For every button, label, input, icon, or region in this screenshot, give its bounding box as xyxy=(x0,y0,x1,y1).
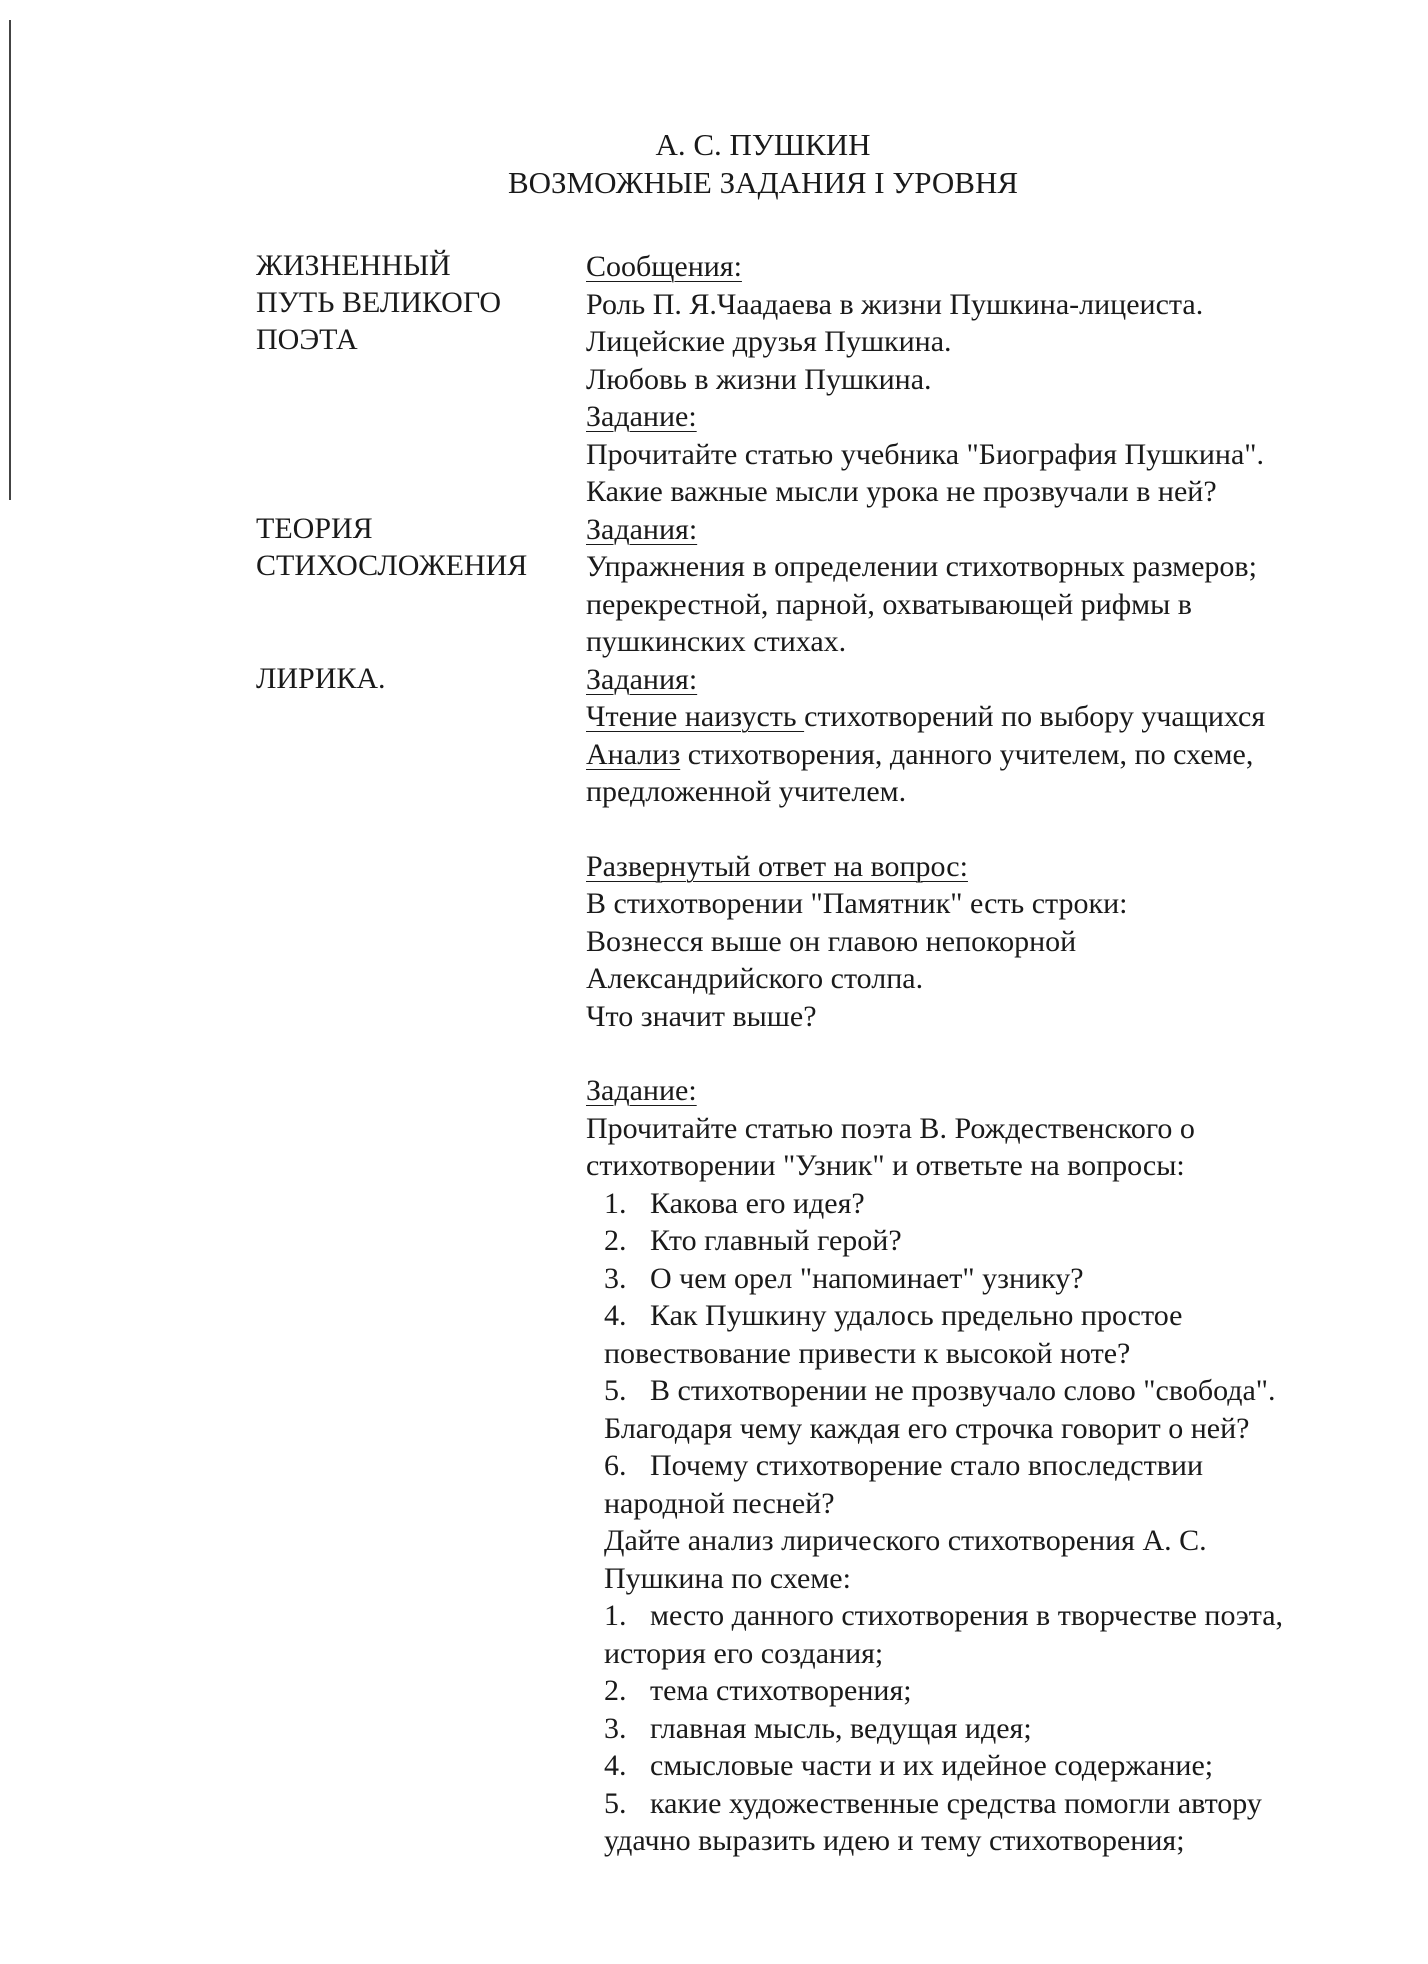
reading-task-label: Чтение наизусть xyxy=(586,700,805,733)
question-number: 3. xyxy=(604,1261,627,1295)
question-item xyxy=(586,1297,1386,1335)
scheme-intro-line: Дайте анализ лирического стихотворения А. С. xyxy=(604,1524,1207,1557)
section-label-lyrics xyxy=(256,660,386,697)
title-subtitle: ВОЗМОЖНЫЕ ЗАДАНИЯ I УРОВНЯ xyxy=(507,165,1019,200)
question-number: 6. xyxy=(604,1449,627,1482)
scheme-number: 4. xyxy=(604,1749,627,1782)
scheme-text: главная мысль, ведущая идея; xyxy=(650,1711,1032,1745)
scheme-number: 1. xyxy=(604,1599,627,1632)
section-label-life xyxy=(256,247,501,358)
scheme-item xyxy=(586,1785,1386,1823)
answer-line: Александрийского столпа. xyxy=(586,962,924,995)
uznik-task-line: Прочитайте статью поэта В. Рождественского о xyxy=(586,1111,1195,1145)
message-item: Лицейские друзья Пушкина. xyxy=(586,325,952,358)
scheme-text: место данного стихотворения в творчестве поэта, xyxy=(650,1599,1284,1632)
scheme-item xyxy=(586,1597,1386,1635)
reading-task-text: стихотворений по выбору учащихся xyxy=(804,700,1266,733)
question-continuation: народной песней? xyxy=(604,1486,835,1520)
scheme-text: смысловые части и их идейное содержание; xyxy=(650,1749,1214,1782)
reading-task xyxy=(586,698,1386,736)
answer-heading: Развернутый ответ на вопрос: xyxy=(586,849,968,883)
theory-line: Упражнения в определении стихотворных размеров; xyxy=(586,550,1257,583)
scheme-item xyxy=(586,1672,1386,1710)
question-item xyxy=(586,1447,1386,1485)
analysis-task xyxy=(586,736,1386,774)
question-text: Какова его идея? xyxy=(650,1186,865,1220)
theory-line: перекрестной, парной, охватывающей рифмы в xyxy=(586,587,1192,621)
answer-line: В стихотворении "Памятник" есть строки: xyxy=(586,887,1128,920)
scheme-text: тема стихотворения; xyxy=(650,1674,912,1707)
scheme-item xyxy=(586,1710,1386,1748)
lyrics-heading: Задания: xyxy=(586,662,698,696)
scheme-number: 5. xyxy=(604,1786,627,1820)
task-line: Какие важные мысли урока не прозвучали в ней? xyxy=(586,475,1217,508)
question-text: Кто главный герой? xyxy=(650,1224,902,1257)
scheme-continuation: удачно выразить идею и тему стихотворения; xyxy=(604,1824,1185,1857)
theory-line: пушкинских стихах. xyxy=(586,625,847,658)
question-number: 2. xyxy=(604,1224,627,1257)
content-column xyxy=(586,248,1386,1860)
theory-heading: Задания: xyxy=(586,512,698,546)
question-continuation: Благодаря чему каждая его строчка говорит о ней? xyxy=(604,1411,1250,1445)
messages-heading: Сообщения: xyxy=(586,250,742,283)
message-item: Роль П. Я.Чаадаева в жизни Пушкина-лицеиста. xyxy=(586,287,1204,321)
question-number: 4. xyxy=(604,1299,627,1332)
scan-edge-line xyxy=(9,20,11,500)
document-title xyxy=(0,126,1428,202)
question-item xyxy=(586,1185,1386,1223)
section-label-line: ЛИРИКА. xyxy=(256,662,386,695)
analysis-task-label: Анализ xyxy=(586,737,681,771)
task-heading: Задание: xyxy=(586,400,697,433)
section-label-line: ЖИЗНЕННЫЙ xyxy=(256,249,451,282)
question-item xyxy=(586,1222,1386,1260)
question-number: 1. xyxy=(604,1186,627,1220)
question-item xyxy=(586,1372,1386,1410)
section-label-line: ТЕОРИЯ xyxy=(256,512,373,545)
scheme-number: 3. xyxy=(604,1711,627,1745)
scheme-list xyxy=(586,1597,1386,1860)
question-text: Почему стихотворение стало впоследствии xyxy=(650,1449,1204,1482)
question-list xyxy=(586,1185,1386,1523)
message-item: Любовь в жизни Пушкина. xyxy=(586,362,932,396)
title-author: А. С. ПУШКИН xyxy=(655,127,871,162)
analysis-task-line: предложенной учителем. xyxy=(586,775,907,808)
question-item xyxy=(586,1260,1386,1298)
section-label-theory xyxy=(256,510,527,584)
question-continuation: повествование привести к высокой ноте? xyxy=(604,1336,1131,1370)
analysis-task-text: стихотворения, данного учителем, по схеме, xyxy=(680,737,1254,771)
section-label-line: СТИХОСЛОЖЕНИЯ xyxy=(256,549,528,582)
spacer xyxy=(586,811,1386,848)
scheme-intro-line: Пушкина по схеме: xyxy=(604,1561,851,1595)
uznik-task-heading: Задание: xyxy=(586,1074,697,1107)
question-text: В стихотворении не прозвучало слово "свобода". xyxy=(650,1374,1276,1407)
uznik-task-line: стихотворении "Узник" и ответьте на вопросы: xyxy=(586,1149,1185,1182)
question-text: О чем орел "напоминает" узнику? xyxy=(650,1261,1084,1295)
scheme-text: какие художественные средства помогли автору xyxy=(650,1786,1262,1820)
scheme-number: 2. xyxy=(604,1674,627,1707)
scheme-item xyxy=(586,1747,1386,1785)
section-label-line: ПУТЬ ВЕЛИКОГО xyxy=(256,286,502,319)
scheme-continuation: история его создания; xyxy=(604,1636,884,1670)
task-line: Прочитайте статью учебника "Биография Пушкина". xyxy=(586,437,1265,471)
answer-line: Вознесся выше он главою непокорной xyxy=(586,924,1077,958)
answer-line: Что значит выше? xyxy=(586,999,817,1033)
question-text: Как Пушкину удалось предельно простое xyxy=(650,1299,1183,1332)
section-label-line: ПОЭТА xyxy=(256,323,358,356)
question-number: 5. xyxy=(604,1374,627,1407)
spacer xyxy=(586,1035,1386,1072)
